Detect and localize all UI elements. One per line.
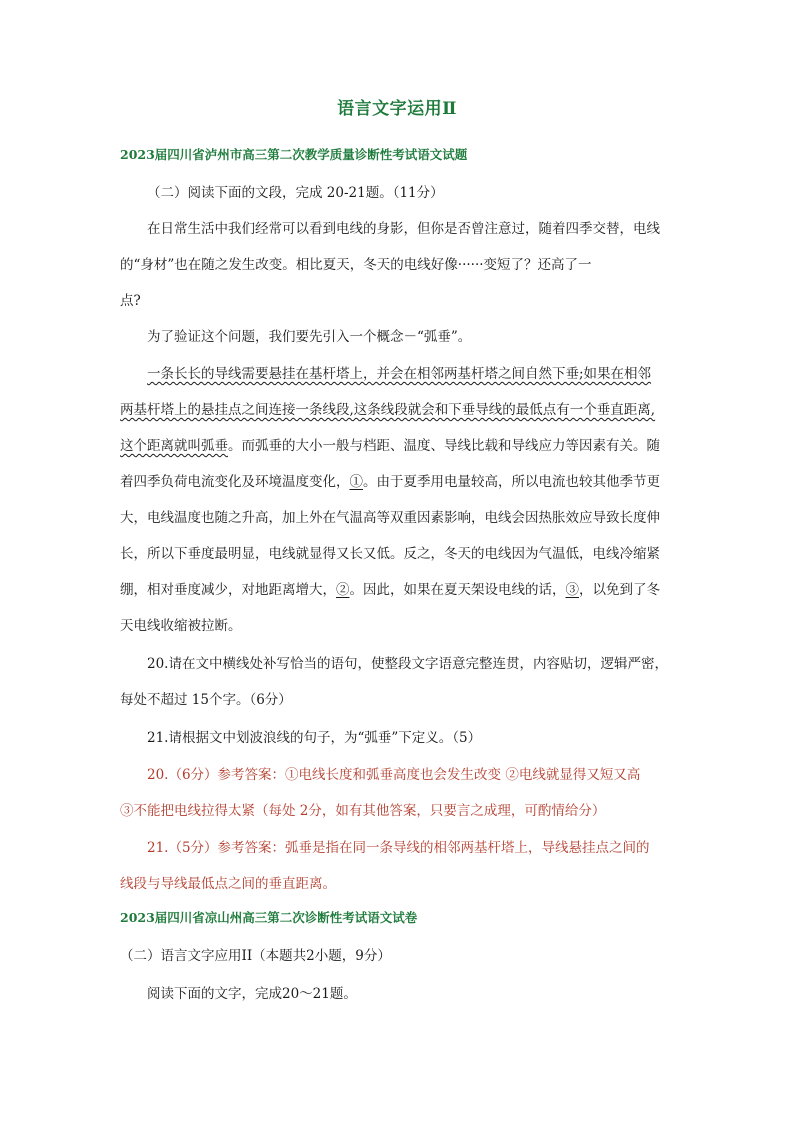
paragraph-text: 绷，相对垂度减少，对地距离增大， bbox=[120, 582, 336, 598]
paragraph-3-line bbox=[120, 470, 660, 490]
paragraph-3-line: 天电线收缩被拉断。 bbox=[120, 618, 242, 634]
section-2-intro: （二）语言文字应用II（本题共2小题，9分） bbox=[120, 948, 391, 964]
section-intro: （二）阅读下面的文段，完成 20-21题。（11分） bbox=[147, 185, 444, 201]
wavy-underlined-sentence: 一条长长的导线需要悬挂在基杆塔上，并会在相邻两基杆塔之间自然下垂;如果在相邻 bbox=[147, 366, 652, 382]
wavy-underlined-sentence: 两基杆塔上的悬挂点之间连接一条线段,这条线段就会和下垂导线的最低点有一个垂直距离, bbox=[120, 402, 656, 418]
source-heading-liangshan: 2023届四川省凉山州高三第二次诊断性考试语文试卷 bbox=[120, 910, 418, 925]
paragraph-3-line: 大，电线温度也随之升高，加上外在气温高等双重因素影响，电线会因热胀效应导致长度伸 bbox=[120, 510, 660, 526]
paragraph-3-line: 长，所以下垂度最明显，电线就显得又长又低。反之，冬天的电线因为气温低，电线冷缩紧 bbox=[120, 546, 660, 562]
blank-1: ① bbox=[349, 474, 363, 490]
paragraph-text: ，以免到了冬 bbox=[579, 582, 660, 598]
section-2-instruction: 阅读下面的文字，完成20～21题。 bbox=[147, 986, 357, 1002]
wavy-underlined-sentence: 这个距离就叫弧垂 bbox=[120, 438, 228, 454]
blank-2: ② bbox=[336, 582, 350, 598]
source-heading-luzhou: 2023届四川省泸州市高三第二次教学质量诊断性考试语文试题 bbox=[120, 147, 468, 162]
paragraph-3-line bbox=[120, 434, 660, 454]
question-20-line: 每处不超过 15个字。（6分） bbox=[120, 692, 292, 708]
answer-21-line: 线段与导线最低点之间的垂直距离。 bbox=[120, 876, 336, 892]
paragraph-text: 。由于夏季用电量较高，所以电流也较其他季节更 bbox=[363, 474, 660, 490]
paragraph-1-line: 点? bbox=[120, 293, 141, 309]
paragraph-text: 。而弧垂的大小一般与档距、温度、导线比载和导线应力等因素有关。随 bbox=[228, 438, 660, 454]
answer-21-line: 21.（5分）参考答案：弧垂是指在同一条导线的相邻两基杆塔上，导线悬挂点之间的 bbox=[147, 840, 650, 856]
paragraph-1-line: 在日常生活中我们经常可以看到电线的身影，但你是否曾注意过，随着四季交替，电线 bbox=[147, 221, 660, 237]
answer-20-line: 20.（6分）参考答案：①电线长度和弧垂高度也会发生改变 ②电线就显得又短又高 bbox=[147, 767, 641, 783]
paragraph-text: 。因此，如果在夏天架设电线的话， bbox=[349, 582, 566, 598]
paragraph-3-line bbox=[120, 578, 660, 598]
question-21: 21.请根据文中划波浪线的句子，为“弧垂”下定义。（5） bbox=[147, 730, 482, 746]
paragraph-2: 为了验证这个问题，我们要先引入一个概念－“弧垂”。 bbox=[147, 329, 472, 345]
answer-20-line: ③不能把电线拉得太紧（每处 2分，如有其他答案，只要言之成理，可酌情给分） bbox=[120, 803, 606, 819]
paragraph-1-line: 的“身材”也在随之发生改变。相比夏天，冬天的电线好像······变短了？还高了一 bbox=[120, 257, 592, 273]
paragraph-3-line bbox=[147, 362, 651, 382]
paragraph-text: 着四季负荷电流变化及环境温度变化， bbox=[120, 474, 350, 490]
paragraph-3-line bbox=[120, 398, 655, 418]
blank-3: ③ bbox=[565, 582, 579, 598]
question-20-line: 20.请在文中横线处补写恰当的语句，使整段文字语意完整连贯，内容贴切，逻辑严密， bbox=[147, 656, 668, 672]
page-title: 语言文字运用Ⅱ bbox=[337, 99, 457, 119]
